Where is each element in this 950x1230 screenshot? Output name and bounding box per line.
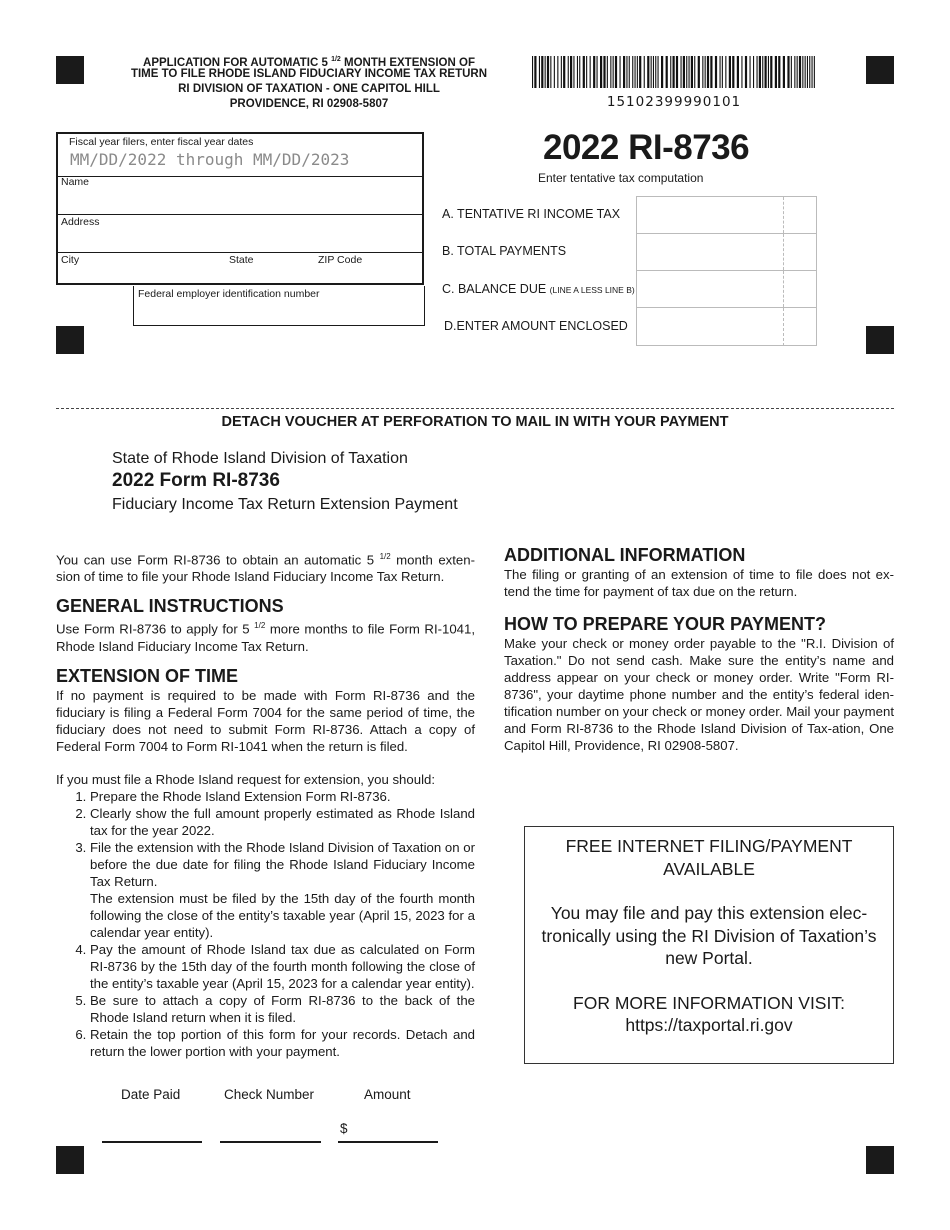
barcode-bar <box>750 56 751 88</box>
barcode-bar <box>590 56 591 88</box>
barcode-bar <box>705 56 706 88</box>
barcode-bar <box>694 56 695 88</box>
barcode-bar <box>783 56 785 88</box>
barcode-bar <box>775 56 777 88</box>
barcode-bar <box>658 56 659 88</box>
barcode-bar <box>583 56 585 88</box>
intro-paragraph: You can use Form RI-8736 to obtain an automatic 5 $^{1/2}$ month exten-sion of time to file your Rhode Island Fiduciary Income Tax Return. <box>56 552 475 585</box>
barcode-bar <box>547 56 549 88</box>
check-number-field[interactable] <box>220 1141 321 1143</box>
barcode-bar <box>729 56 731 88</box>
barcode-bar <box>541 56 543 88</box>
barcode-bar <box>666 56 668 88</box>
form-title: 2022 RI-8736 <box>543 128 750 167</box>
free-filing-body: You may file and pay this extension elec-tronically using the RI Division of Taxation’s new Portal. <box>541 903 877 968</box>
barcode-bar <box>745 56 747 88</box>
form-name: 2022 Form RI-8736 <box>112 470 280 491</box>
barcode-bar <box>809 56 810 88</box>
barcode-bar <box>707 56 709 88</box>
tax-amount-grid <box>636 196 817 346</box>
barcode-bar <box>805 56 806 88</box>
barcode-bar <box>686 56 687 88</box>
barcode-bar <box>570 56 572 88</box>
registration-mark-mid-right <box>866 326 894 354</box>
list-item: 2. Clearly show the full amount properly estimated as Rhode Island tax for the year 2022. <box>90 805 475 839</box>
address-label: Address <box>61 216 100 228</box>
barcode-bar <box>615 56 617 88</box>
barcode-bar <box>814 56 815 88</box>
barcode-bar <box>613 56 614 88</box>
barcode-bar <box>683 56 685 88</box>
barcode-bar <box>586 56 587 88</box>
city-label: City <box>61 254 80 266</box>
barcode-bar <box>670 56 671 88</box>
fiscal-year-label: Fiscal year filers, enter fiscal year dates <box>69 136 254 148</box>
barcode-bar <box>715 56 717 88</box>
portal-link[interactable]: https://taxportal.ri.gov <box>625 1015 793 1035</box>
line-a-label: A. TENTATIVE RI INCOME TAX <box>442 207 621 221</box>
barcode-bar <box>757 56 758 88</box>
general-instructions-heading: GENERAL INSTRUCTIONS <box>56 596 284 617</box>
barcode-bar <box>807 56 808 88</box>
barcode-bar <box>681 56 682 88</box>
barcode-bar <box>607 56 608 88</box>
barcode-number: 15102399990101 <box>606 94 742 110</box>
header-line-4: PROVIDENCE, RI 02908-5807 <box>229 98 389 110</box>
dollar-sign: $ <box>340 1121 348 1136</box>
header-line-2: TIME TO FILE RHODE ISLAND FIDUCIARY INCOME TAX RETURN <box>130 68 488 80</box>
barcode-bar <box>797 56 798 88</box>
barcode-bar <box>568 56 569 88</box>
list-item: 1. Prepare the Rhode Island Extension Form RI-8736. <box>90 788 475 805</box>
right-column <box>504 544 894 754</box>
barcode-bar <box>770 56 772 88</box>
barcode-bar <box>644 56 645 88</box>
barcode-bar <box>762 56 763 88</box>
barcode-bar <box>653 56 654 88</box>
barcode-bar <box>741 56 742 88</box>
barcode-bar <box>561 56 562 88</box>
prepare-payment-heading: HOW TO PREPARE YOUR PAYMENT? <box>504 614 827 634</box>
barcode-bar <box>691 56 693 88</box>
address-field[interactable] <box>58 214 422 253</box>
city-state-zip-row <box>58 252 422 285</box>
barcode-bar <box>676 56 678 88</box>
barcode-bar <box>698 56 700 88</box>
detach-instruction: DETACH VOUCHER AT PERFORATION TO MAIL IN WITH YOUR PAYMENT <box>221 414 729 430</box>
left-column <box>56 548 475 1060</box>
fein-label: Federal employer identification number <box>138 288 320 300</box>
barcode-bar <box>593 56 595 88</box>
header-line-1: APPLICATION FOR AUTOMATIC 5 $^{1/2}$ MONTH EXTENSION OF <box>143 56 475 69</box>
barcode-bar <box>725 56 726 88</box>
barcode-bar <box>737 56 739 88</box>
amount-label: Amount <box>364 1087 411 1102</box>
barcode-bar <box>759 56 761 88</box>
steps-list <box>56 788 475 1060</box>
barcode <box>532 56 816 88</box>
barcode-bar <box>655 56 656 88</box>
barcode-bar <box>539 56 540 88</box>
state-label: State <box>229 254 254 266</box>
barcode-bar <box>812 56 813 88</box>
line-b-amount-input[interactable] <box>637 234 816 271</box>
barcode-bar <box>620 56 621 88</box>
barcode-bar <box>732 56 734 88</box>
extension-text: If no payment is required to be made with Form RI-8736 and the fiduciary is filing a Federal Form 7004 for the same period of time, the fiduciary does not need to submit Form RI-8736. Attach a copy of Federal Form 7004 to Form RI-1041 when the return is filed. <box>56 687 475 754</box>
additional-info-text: The filing or granting of an extension of time to file does not ex-tend the time for payment of tax due on the return. <box>504 567 894 599</box>
must-file-text: If you must file a Rhode Island request for extension, you should: <box>56 771 435 787</box>
free-filing-box <box>524 826 894 1064</box>
fein-field[interactable] <box>133 286 425 326</box>
form-description: Fiduciary Income Tax Return Extension Payment <box>112 496 458 513</box>
barcode-bar <box>563 56 565 88</box>
barcode-bar <box>710 56 712 88</box>
barcode-bar <box>768 56 769 88</box>
header-line-3: RI DIVISION OF TAXATION - ONE CAPITOL HILL <box>178 83 440 95</box>
barcode-bar <box>626 56 627 88</box>
zip-code-label: ZIP Code <box>318 254 363 266</box>
additional-info-heading: ADDITIONAL INFORMATION <box>504 545 746 565</box>
barcode-bar <box>651 56 652 88</box>
amount-field[interactable] <box>338 1141 438 1143</box>
line-b-label: B. TOTAL PAYMENTS <box>442 244 567 258</box>
barcode-bar <box>550 56 551 88</box>
barcode-bar <box>787 56 789 88</box>
line-d-label: D.ENTER AMOUNT ENCLOSED <box>444 319 628 333</box>
barcode-bar <box>689 56 690 88</box>
barcode-bar <box>532 56 533 88</box>
registration-mark-top-left <box>56 56 84 84</box>
barcode-bar <box>557 56 558 88</box>
entity-info-box <box>56 132 424 285</box>
barcode-bar <box>629 56 630 88</box>
barcode-bar <box>610 56 611 88</box>
barcode-bar <box>635 56 636 88</box>
name-field[interactable] <box>58 176 422 215</box>
barcode-bar <box>673 56 675 88</box>
perforation-line <box>56 408 894 409</box>
barcode-bar <box>802 56 803 88</box>
list-item: 3. File the extension with the Rhode Island Division of Taxation on or before the due date for filing the Rhode Island Fiduciary Income Tax Return. The extension must be filed by the 15th day of the fourth month following the close of the entity’s taxable year (April 15, 2023 for a calendar year entity). <box>90 839 475 941</box>
more-info-label: FOR MORE INFORMATION VISIT: <box>573 992 845 1013</box>
barcode-bar <box>661 56 663 88</box>
check-number-label: Check Number <box>224 1087 315 1102</box>
barcode-bar <box>600 56 602 88</box>
line-a-amount-input[interactable] <box>637 197 816 234</box>
barcode-bar <box>597 56 598 88</box>
barcode-bar <box>577 56 578 88</box>
date-paid-label: Date Paid <box>121 1087 181 1102</box>
line-c-label: C. BALANCE DUE (LINE A LESS LINE B) <box>442 282 635 296</box>
barcode-bar <box>794 56 795 88</box>
prepare-payment-text: Make your check or money order payable to the "R.I. Division of Taxation." Do not send cash. Make sure the entity’s name and address appear on your check or money order. Write "Form RI-8736", your daytime phone number and the entity’s federal iden-tification number on your check or money order. Mail your payment and Form RI-8736 to the Rhode Island Division of Tax-ation, One Capitol Hill, Providence, RI 02908-5807. <box>504 636 894 753</box>
barcode-bar <box>623 56 625 88</box>
barcode-bar <box>603 56 605 88</box>
registration-mark-bottom-left <box>56 1146 84 1174</box>
barcode-bar <box>753 56 754 88</box>
date-paid-field[interactable] <box>102 1141 202 1143</box>
line-c-amount-input[interactable] <box>637 271 816 308</box>
barcode-bar <box>647 56 649 88</box>
barcode-bar <box>702 56 703 88</box>
barcode-bar <box>637 56 638 88</box>
barcode-bar <box>573 56 574 88</box>
barcode-bar <box>534 56 536 88</box>
list-item: 6. Retain the top portion of this form for your records. Detach and return the lower portion with your payment. <box>90 1026 475 1060</box>
registration-mark-top-right <box>866 56 894 84</box>
extension-heading: EXTENSION OF TIME <box>56 665 239 686</box>
name-label: Name <box>61 176 90 188</box>
barcode-bar <box>778 56 780 88</box>
tentative-tax-label: Enter tentative tax computation <box>538 171 704 185</box>
barcode-bar <box>579 56 580 88</box>
agency-name: State of Rhode Island Division of Taxation <box>112 450 408 467</box>
list-item: 4. Pay the amount of Rhode Island tax due as calculated on Form RI-8736 by the 15th day of the fourth month following the close of the entity’s taxable year (April 15, 2023 for a calendar year entity). <box>90 941 475 992</box>
barcode-bar <box>639 56 641 88</box>
barcode-bar <box>799 56 801 88</box>
barcode-bar <box>545 56 546 88</box>
barcode-bar <box>722 56 723 88</box>
barcode-bar <box>720 56 721 88</box>
fiscal-year-value: MM/DD/2022 through MM/DD/2023 <box>70 150 350 169</box>
barcode-bar <box>554 56 555 88</box>
line-d-amount-input[interactable] <box>637 308 816 346</box>
registration-mark-bottom-right <box>866 1146 894 1174</box>
barcode-bar <box>632 56 633 88</box>
barcode-bar <box>765 56 767 88</box>
registration-mark-mid-left <box>56 326 84 354</box>
barcode-bar <box>791 56 792 88</box>
general-instructions-text: Use Form RI-8736 to apply for 5 $^{1/2}$ more months to file Form RI-1041, Rhode Island Fiduciary Income Tax Return. <box>56 621 476 654</box>
fiscal-year-field[interactable] <box>58 134 422 177</box>
free-filing-title: FREE INTERNET FILING/PAYMENT AVAILABLE <box>565 836 853 879</box>
list-item: 5. Be sure to attach a copy of Form RI-8736 to the back of the Rhode Island return when it is filed. <box>90 992 475 1026</box>
